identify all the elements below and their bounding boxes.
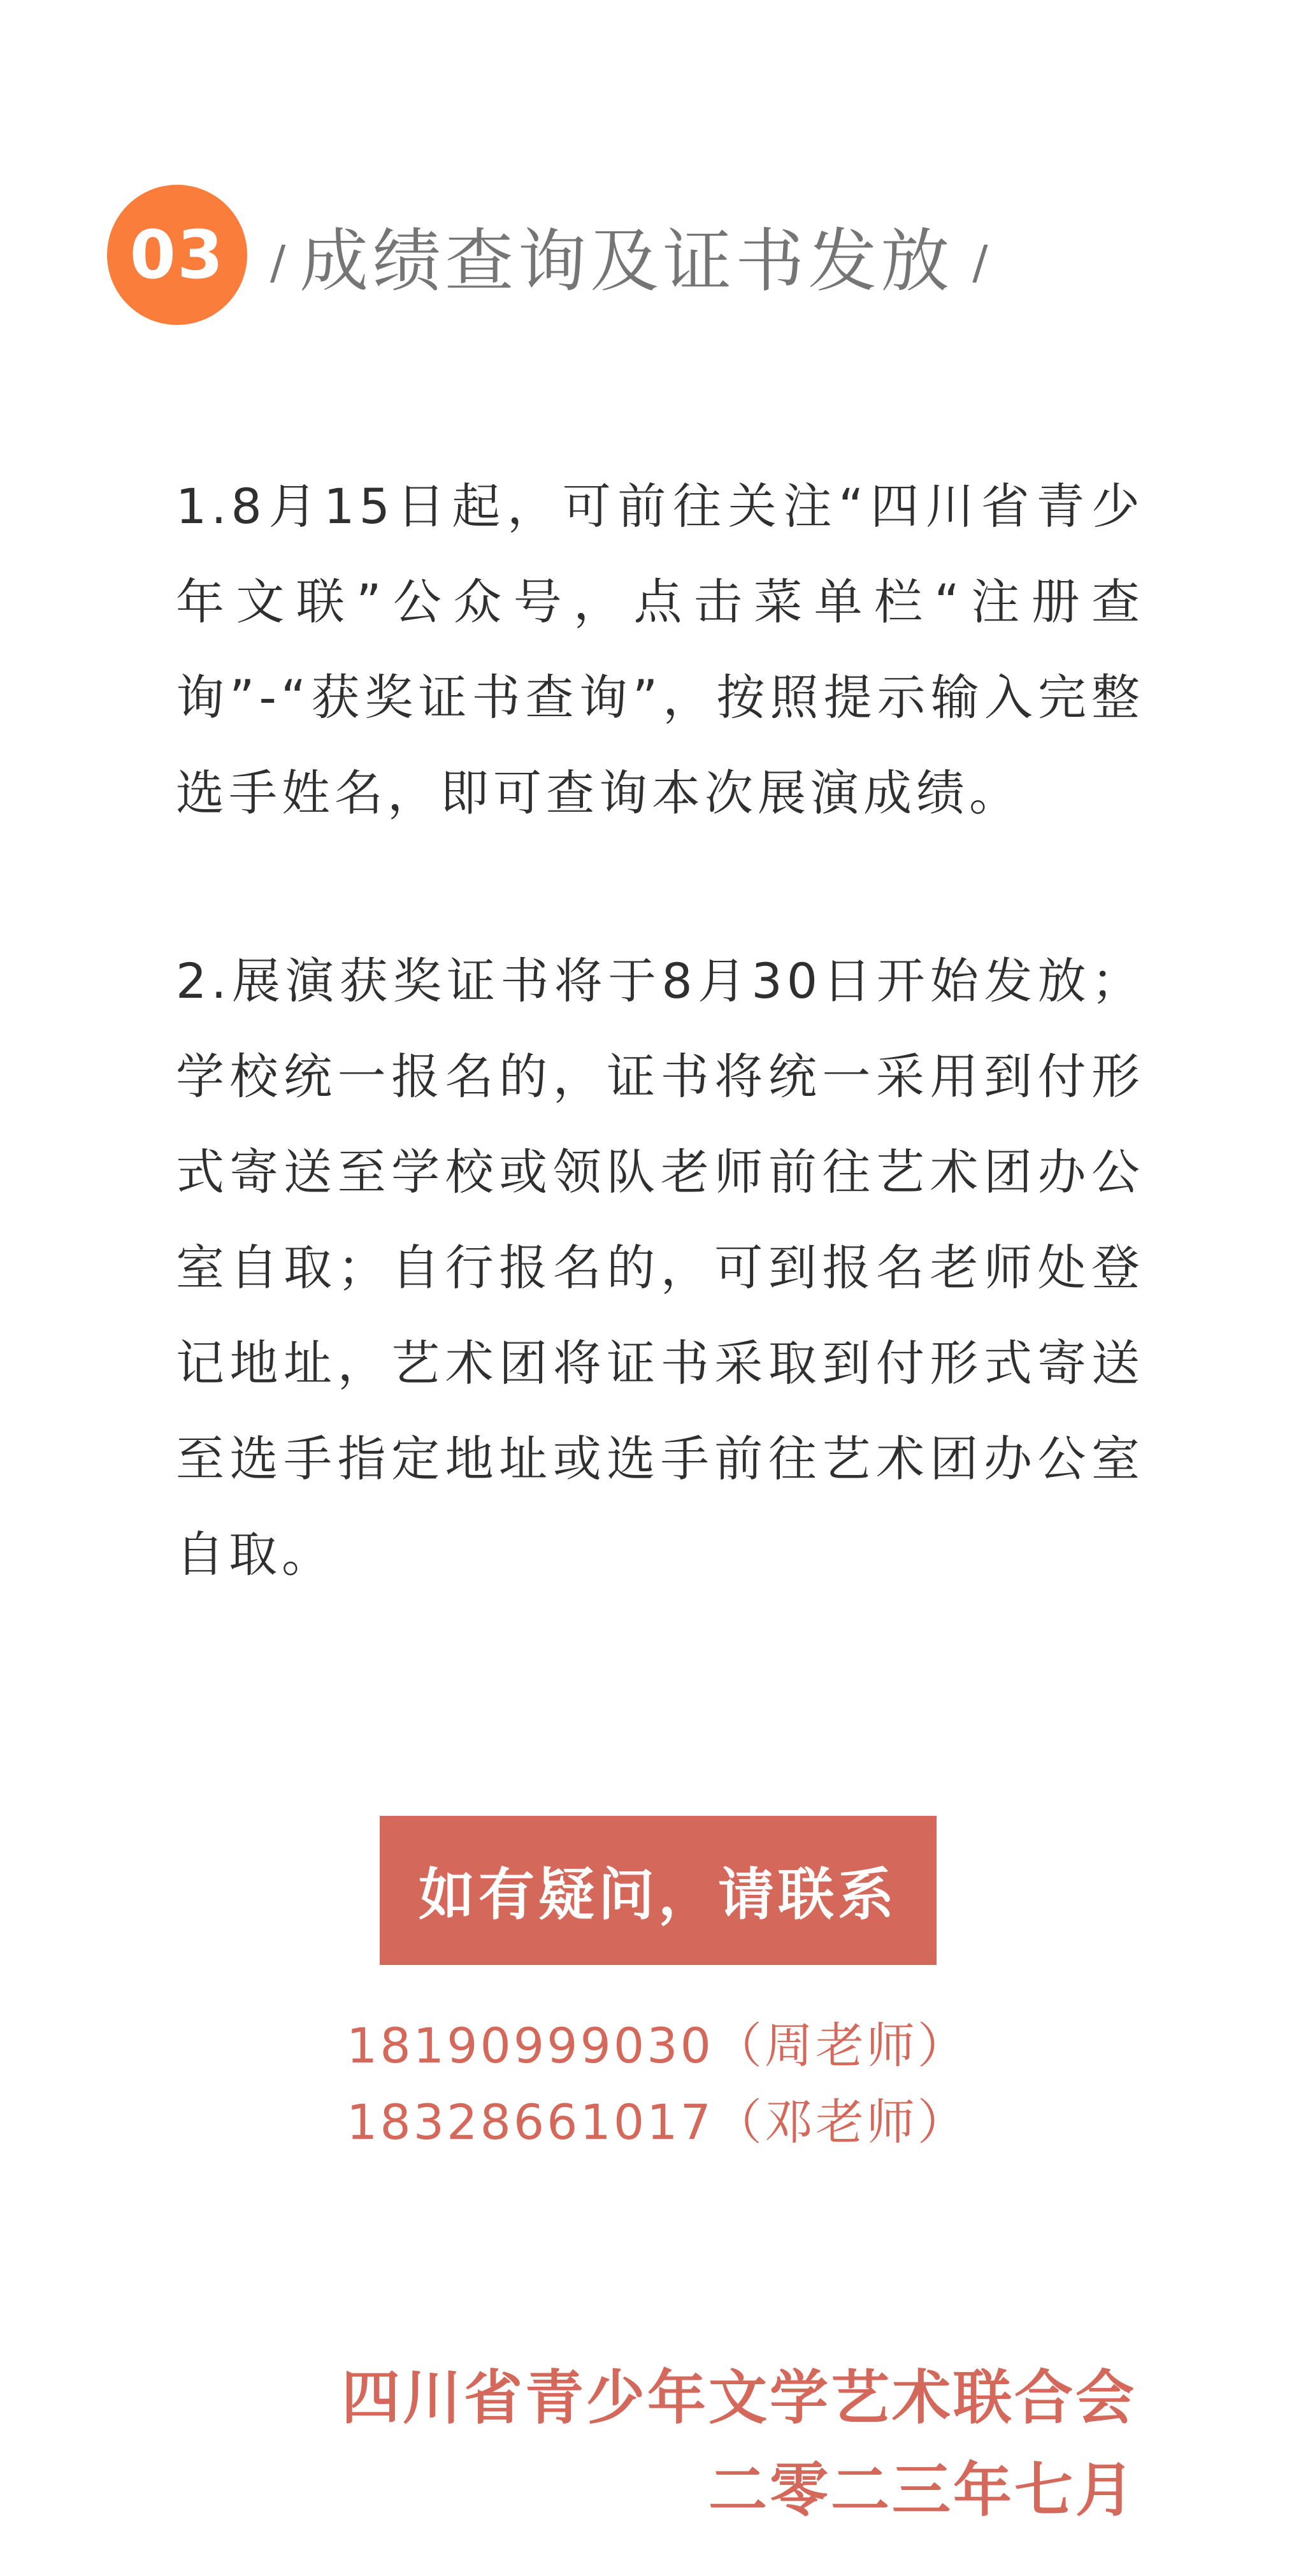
title-slash-left: / — [270, 236, 286, 289]
signature-date: 二零二三年七月 — [708, 2456, 1137, 2524]
contact-phone-deng[interactable]: 18328661017（邓老师） — [347, 2094, 968, 2150]
signature-organization: 四川省青少年文学艺术联合会 — [341, 2364, 1137, 2432]
section-title: 成绩查询及证书发放 — [299, 221, 954, 301]
paragraph-score-query: 1.8月15日起，可前往关注“四川省青少年文联”公众号，点击菜单栏“注册查询”-“获奖证书查询”，按照提示输入完整选手姓名，即可查询本次展演成绩。 — [176, 478, 1144, 821]
contact-phone-zhou[interactable]: 18190999030（周老师） — [347, 2017, 968, 2074]
section-number-badge: 03 — [107, 185, 247, 325]
paragraph-certificate-distribution: 2.展演获奖证书将于8月30日开始发放；学校统一报名的，证书将统一采用到付形式寄送至学校或领队老师前往艺术团办公室自取；自行报名的，可到报名老师处登记地址，艺术团将证书采取到付形式寄送至选手指定地址或选手前往艺术团办公室自取。 — [176, 953, 1144, 1583]
contact-heading-box: 如有疑问，请联系 — [380, 1816, 937, 1965]
title-slash-right: / — [972, 236, 988, 289]
section-header — [107, 185, 988, 325]
